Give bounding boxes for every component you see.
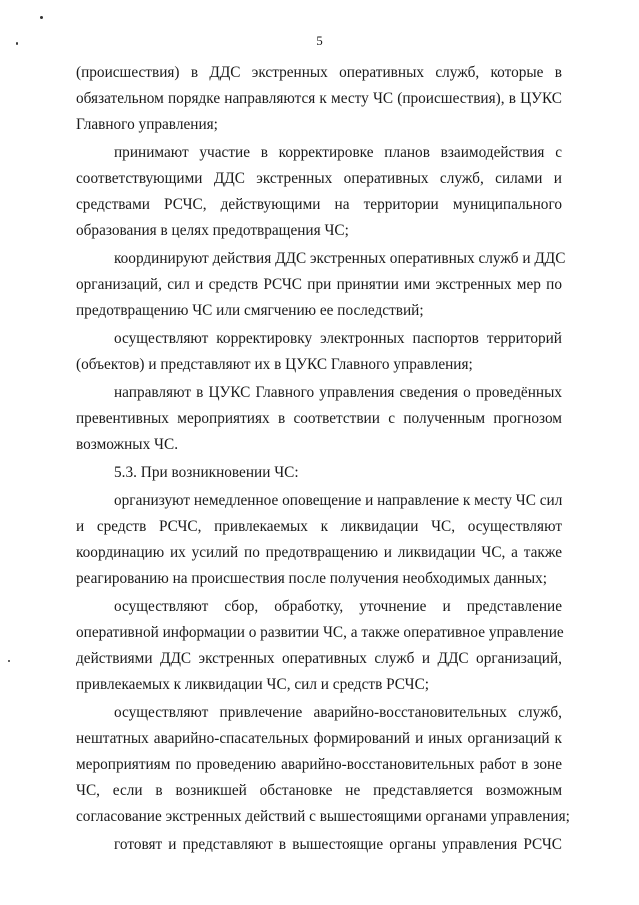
text-line: осуществляют сбор, обработку, уточнение и представление	[114, 598, 562, 615]
paragraph	[76, 246, 566, 324]
text-line: (происшествия) в ДДС экстренных оперативных служб, которые в	[76, 64, 562, 81]
text-line: оперативной информации о развитии ЧС, а также оперативное управление	[76, 624, 564, 641]
document-body	[76, 60, 570, 858]
text-line: образования в целях предотвращения ЧС;	[76, 222, 349, 239]
section-heading	[76, 460, 562, 486]
text-line: нештатных аварийно-спасательных формирований и иных организаций к	[76, 730, 562, 747]
text-line: направляют в ЦУКС Главного управления сведения о проведённых	[114, 384, 562, 401]
text-line: осуществляют корректировку электронных паспортов территорий	[114, 330, 562, 347]
scan-speck	[40, 16, 43, 19]
text-line: мероприятиям по проведению аварийно-восстановительных работ в зоне	[76, 756, 562, 773]
text-line: средствами РСЧС, действующими на территории муниципального	[76, 196, 562, 213]
paragraph	[76, 832, 562, 858]
text-line: согласование экстренных действий с вышестоящими органами управления;	[76, 808, 570, 825]
text-line: координацию их усилий по предотвращению и ликвидации ЧС, а также	[76, 544, 562, 561]
text-line: готовят и представляют в вышестоящие органы управления РСЧС	[114, 836, 562, 853]
text-line: обязательном порядке направляются к месту ЧС (происшествия), в ЦУКС	[76, 90, 562, 107]
paragraph	[76, 60, 562, 138]
paragraph	[76, 380, 562, 458]
paragraph	[76, 326, 562, 378]
text-line: возможных ЧС.	[76, 436, 179, 453]
text-line: предотвращению ЧС или смягчению ее последствий;	[76, 302, 424, 319]
page-number: 5	[316, 33, 323, 48]
text-line: и средств РСЧС, привлекаемых к ликвидации ЧС, осуществляют	[76, 518, 562, 535]
text-line: организуют немедленное оповещение и направление к месту ЧС сил	[114, 492, 563, 509]
text-line: ЧС, если в возникшей обстановке не представляется возможным	[76, 782, 562, 799]
text-line: привлекаемых к ликвидации ЧС, сил и средств РСЧС;	[76, 676, 430, 693]
text-line: реагированию на происшествия после получения необходимых данных;	[76, 570, 548, 587]
text-line: превентивных мероприятиях в соответствии с полученным прогнозом	[76, 410, 562, 427]
text-line: осуществляют привлечение аварийно-восстановительных служб,	[114, 704, 562, 721]
scan-speck	[8, 660, 10, 662]
text-line: принимают участие в корректировке планов взаимодействия с	[114, 144, 562, 161]
paragraph	[76, 700, 570, 830]
text-line: (объектов) и представляют их в ЦУКС Главного управления;	[76, 356, 473, 373]
text-line: координируют действия ДДС экстренных оперативных служб и ДДС	[114, 250, 566, 267]
text-line: 5.3. При возникновении ЧС:	[114, 464, 299, 481]
text-line: соответствующими ДДС экстренных оперативных служб, силами и	[76, 170, 562, 187]
paragraph	[76, 594, 562, 698]
text-line: Главного управления;	[76, 116, 218, 133]
paragraph	[76, 488, 562, 592]
paragraph	[76, 140, 562, 244]
text-line: организаций, сил и средств РСЧС при принятии ими экстренных мер по	[76, 276, 562, 293]
text-line: действиями ДДС экстренных оперативных служб и ДДС организаций,	[76, 650, 562, 667]
